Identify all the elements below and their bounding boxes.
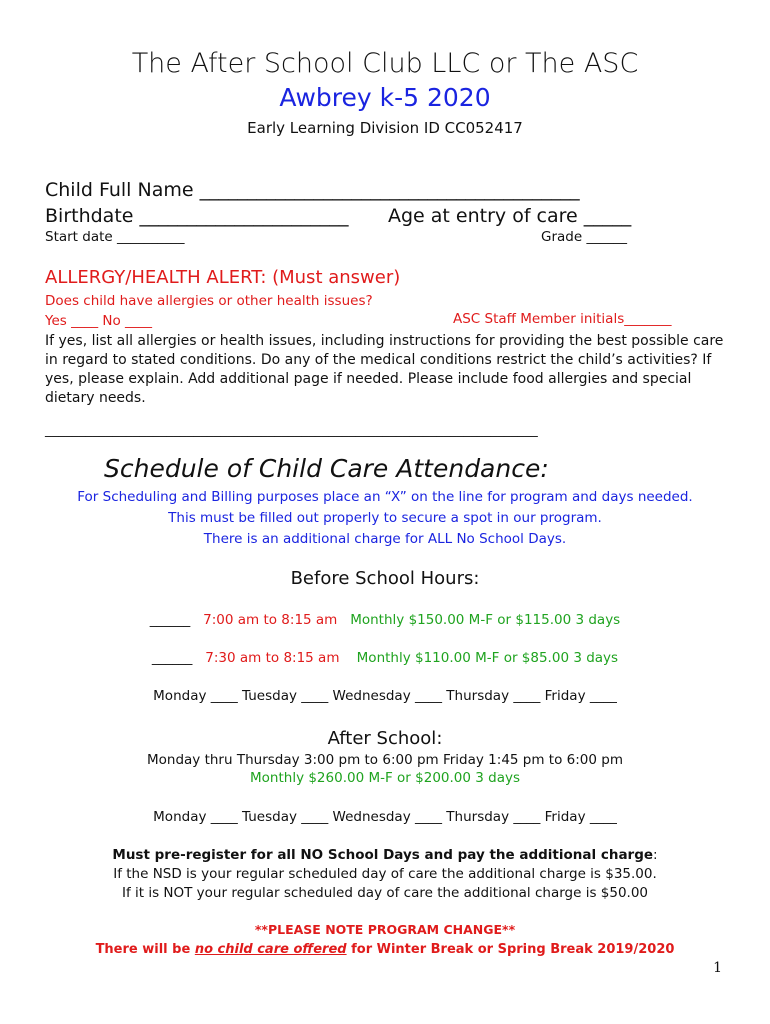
child-full-name-field[interactable]: Child Full Name ________________________________________ (45, 179, 580, 201)
schedule-title: Schedule of Child Care Attendance: (104, 454, 549, 483)
schedule-note-1: For Scheduling and Billing purposes place an “X” on the line for program and days needed. (77, 489, 693, 505)
after-school-hours: Monday thru Thursday 3:00 pm to 6:00 pm Friday 1:45 pm to 6:00 pm (147, 752, 623, 768)
school-year-title: Awbrey k-5 2020 (279, 83, 491, 112)
option-1-blank[interactable]: ______ (149, 612, 191, 628)
start-date-field[interactable]: Start date __________ (45, 229, 185, 245)
schedule-note-3: There is an additional charge for ALL No School Days. (203, 531, 567, 547)
no-school-heading (0, 847, 770, 863)
page-number: 1 (713, 960, 722, 976)
break-notice-post: for Winter Break or Spring Break 2019/2020 (346, 942, 675, 957)
birthdate-field[interactable]: Birthdate ______________________ (45, 205, 349, 227)
break-notice-pre: There will be (95, 942, 195, 957)
allergy-answer-line[interactable]: _________________________________________________________________________ (45, 422, 538, 438)
allergy-heading: ALLERGY/HEALTH ALERT: (Must answer) (45, 267, 401, 288)
allergy-question: Does child have allergies or other health issues? (45, 293, 373, 309)
allergy-instructions: If yes, list all allergies or health issues, including instructions for providing the best possible care in regard to stated conditions. Do any of the medical conditions restrict the child’s activities? If yes, please explain. Add additional page if needed. Please include food allergies and special dietary needs. (45, 333, 724, 406)
staff-initials-field[interactable]: ASC Staff Member initials_______ (453, 311, 672, 327)
option-2-blank[interactable]: ______ (151, 650, 193, 666)
allergy-yes-no-field[interactable]: Yes ____ No ____ (45, 313, 153, 329)
no-school-line-1: If the NSD is your regular scheduled day of care the additional charge is $35.00. (113, 866, 657, 882)
option-2-time: 7:30 am to 8:15 am (205, 650, 340, 666)
before-school-days[interactable]: Monday ____ Tuesday ____ Wednesday ____ Thursday ____ Friday ____ (153, 688, 617, 704)
break-notice-emphasis: no child care offered (194, 942, 347, 957)
program-change-notice: **PLEASE NOTE PROGRAM CHANGE** (254, 922, 516, 937)
option-2-price: Monthly $110.00 M-F or $85.00 3 days (356, 650, 619, 666)
after-school-days[interactable]: Monday ____ Tuesday ____ Wednesday ____ Thursday ____ Friday ____ (153, 809, 617, 825)
no-school-heading-text: Must pre-register for all NO School Days and pay the additional charge (112, 847, 654, 863)
option-1-time: 7:00 am to 8:15 am (203, 612, 338, 628)
age-at-entry-field[interactable]: Age at entry of care _____ (388, 205, 632, 227)
before-school-heading: Before School Hours: (290, 568, 480, 589)
before-school-option-2 (0, 650, 770, 666)
grade-field[interactable]: Grade ______ (541, 229, 627, 245)
break-notice (0, 942, 770, 957)
no-school-line-2: If it is NOT your regular scheduled day of care the additional charge is $50.00 (121, 885, 649, 901)
before-school-option-1 (0, 612, 770, 628)
after-school-price: Monthly $260.00 M-F or $200.00 3 days (250, 770, 520, 786)
no-school-colon: : (653, 847, 658, 863)
division-id: Early Learning Division ID CC052417 (247, 119, 523, 137)
schedule-note-2: This must be filled out properly to secure a spot in our program. (168, 510, 602, 526)
after-school-heading: After School: (327, 728, 443, 749)
option-1-price: Monthly $150.00 M-F or $115.00 3 days (350, 612, 621, 628)
org-title: The After School Club LLC or The ASC (131, 48, 639, 79)
